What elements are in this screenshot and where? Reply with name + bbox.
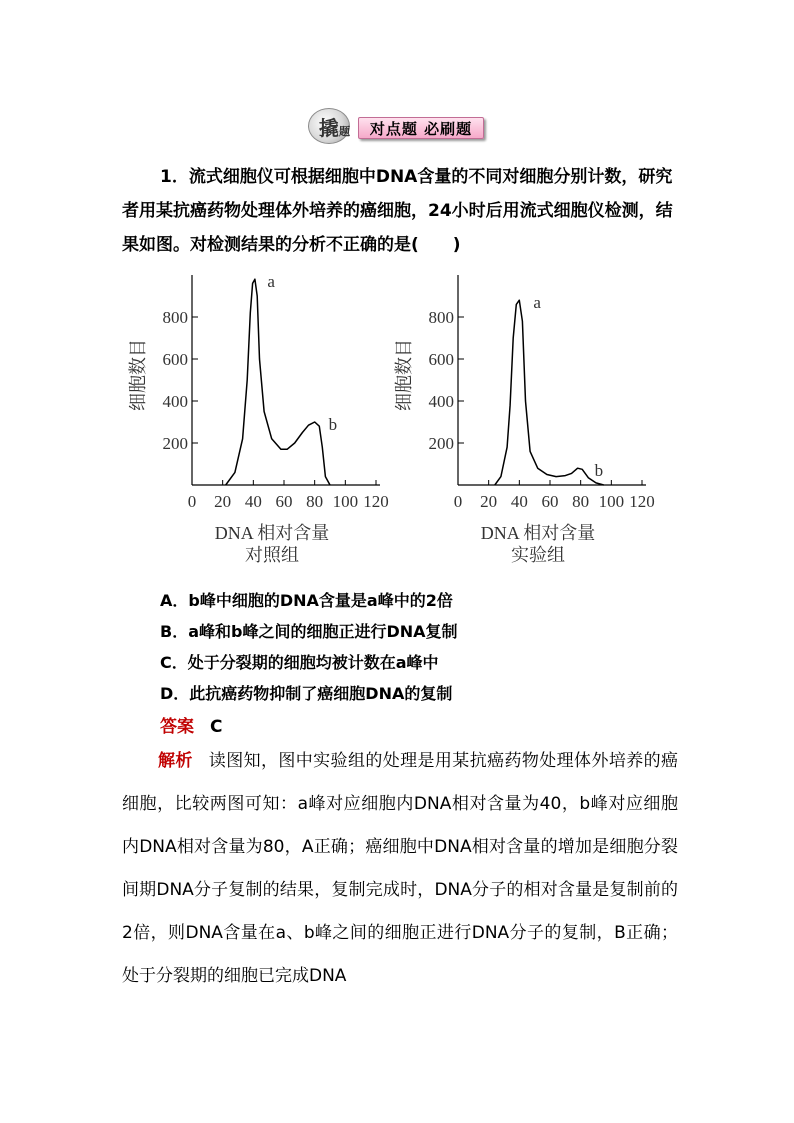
- x-tick-label: 120: [363, 492, 389, 511]
- option-a-text: b峰中细胞的DNA含量是a峰中的2倍: [188, 591, 453, 610]
- badge-small-glyph: 题: [339, 125, 350, 138]
- section-banner: [308, 108, 486, 142]
- series-line: [226, 279, 330, 485]
- x-tick-label: 100: [598, 492, 625, 511]
- answer-line: [160, 712, 222, 737]
- explanation: [122, 740, 678, 998]
- option-a-label: A．: [160, 591, 189, 610]
- option-c: [160, 650, 439, 673]
- y-tick-label: 400: [162, 392, 188, 411]
- x-axis-label: DNA 相对含量: [480, 523, 596, 543]
- banner-badge-icon: [308, 108, 350, 144]
- peak-label-a: a: [267, 272, 275, 292]
- x-axis-label: DNA 相对含量: [214, 523, 330, 543]
- chart-caption: 对照组: [245, 545, 299, 565]
- peak-label-b: b: [594, 461, 604, 481]
- banner-label: 对点题 必刷题: [358, 117, 484, 139]
- x-tick-label: 80: [572, 492, 590, 511]
- y-tick-label: 200: [428, 434, 454, 453]
- x-tick-label: 20: [214, 492, 232, 511]
- option-b-label: B．: [160, 622, 189, 641]
- chart-experiment: [394, 275, 655, 565]
- explanation-label: 解析: [158, 751, 193, 771]
- x-tick-label: 100: [332, 492, 359, 511]
- peak-label-b: b: [328, 415, 338, 434]
- option-d-label: D．: [160, 684, 190, 703]
- x-tick-label: 0: [453, 492, 463, 511]
- x-tick-label: 60: [541, 492, 559, 511]
- option-c-text: 处于分裂期的细胞均被计数在a峰中: [187, 653, 439, 672]
- answer-value: C: [210, 717, 223, 737]
- badge-glyph: 撬: [319, 115, 339, 140]
- question-text: 1．流式细胞仪可根据细胞中DNA含量的不同对细胞分别计数，研究者用某抗癌药物处理体外培养的癌细胞，24小时后用流式细胞仪检测，结果如图。对检测结果的分析不正确的是( ): [122, 167, 673, 255]
- x-tick-label: 40: [510, 492, 528, 511]
- option-d: [160, 681, 452, 704]
- y-tick-label: 800: [162, 308, 188, 327]
- option-a: [160, 588, 453, 611]
- x-tick-label: 20: [480, 492, 498, 511]
- figures: [118, 270, 678, 582]
- y-tick-label: 200: [162, 434, 188, 453]
- y-tick-label: 600: [428, 350, 454, 369]
- chart-control: [128, 272, 389, 565]
- x-tick-label: 120: [629, 492, 655, 511]
- y-tick-label: 400: [428, 392, 454, 411]
- y-tick-label: 600: [162, 350, 188, 369]
- option-c-label: C．: [160, 653, 188, 672]
- explanation-text: 读图知，图中实验组的处理是用某抗癌药物处理体外培养的癌细胞，比较两图可知：a峰对应细胞内DNA相对含量为40，b峰对应细胞内DNA相对含量为80，A正确；癌细胞中DNA相对含量的增加是细胞分裂间期DNA分子复制的结果，复制完成时，DNA分子的相对含量是复制前的2倍，则DNA含量在a、b峰之间的细胞正进行DNA分子的复制，B正确；处于分裂期的细胞已完成DNA: [122, 751, 679, 986]
- y-tick-label: 800: [428, 308, 454, 327]
- y-axis-label: 细胞数目: [394, 339, 414, 411]
- x-tick-label: 0: [187, 492, 197, 511]
- chart-caption: 实验组: [511, 545, 565, 565]
- option-d-text: 此抗癌药物抑制了癌细胞DNA的复制: [189, 684, 453, 703]
- y-axis-label: 细胞数目: [128, 339, 148, 411]
- option-b-text: a峰和b峰之间的细胞正进行DNA复制: [188, 622, 458, 641]
- x-tick-label: 80: [306, 492, 324, 511]
- answer-label: 答案: [160, 717, 194, 737]
- series-line: [495, 300, 604, 485]
- x-tick-label: 60: [275, 492, 293, 511]
- peak-label-a: a: [533, 293, 541, 313]
- x-tick-label: 40: [244, 492, 262, 511]
- option-b: [160, 619, 458, 642]
